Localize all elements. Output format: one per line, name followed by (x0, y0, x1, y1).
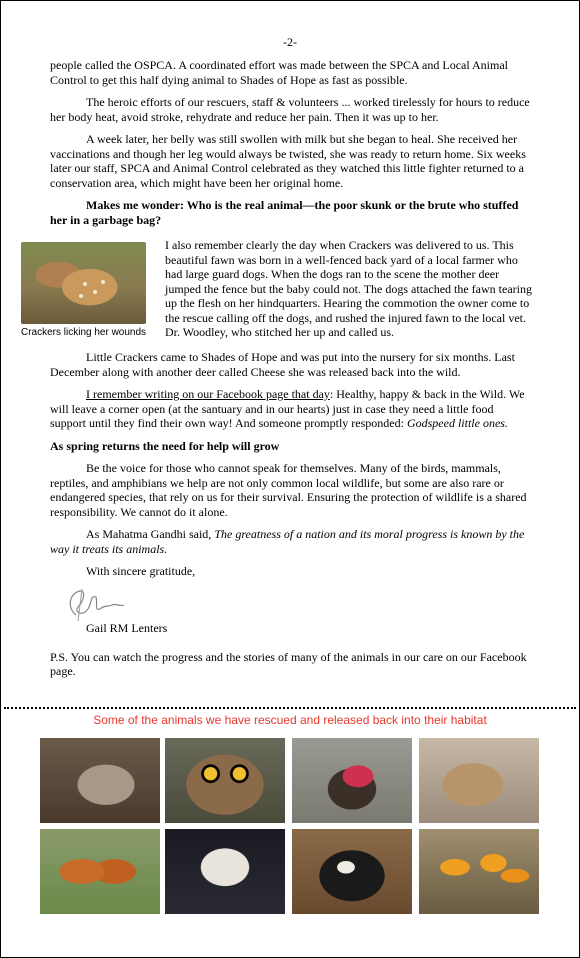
baby-birds-photo (419, 829, 539, 914)
closing: With sincere gratitude, (86, 564, 196, 578)
paragraph-ospca: people called the OSPCA. A coordinated effort was made between the SPCA and Local Animal Control to get this half dying animal to Shades of Hope as fast as possible. (50, 58, 509, 87)
paragraph-facebook (50, 387, 530, 431)
photo-caption: Crackers licking her wounds (21, 327, 147, 338)
body-text-top (50, 58, 530, 235)
paragraph-voice: Be the voice for those who cannot speak for themselves. Many of the birds, mammals, reptiles, and amphibians we help are not only common local wildlife, but some are also rare or endangered species, that rely on us for their survival. Ensuring the protection of wildlife is a shared responsibility. We cannot do it alone. (50, 461, 527, 519)
paragraph-gandhi (50, 527, 530, 556)
squirrel-photo (419, 738, 539, 823)
dotted-divider (4, 707, 576, 709)
gallery-title: Some of the animals we have rescued and released back into their habitat (93, 713, 487, 727)
paragraph-week-later: A week later, her belly was still swollen with milk but she began to heal. She received her vaccinations and though her leg would always be twisted, she was ready to return home. Six weeks later our staff, SPCA and Animal Control celebrated as they watched this little fighter returned to a conservation area, which might have been her original home. (50, 132, 526, 190)
opossum-photo (165, 829, 285, 914)
page-number: -2- (283, 35, 297, 49)
gandhi-quote: The greatness of a nation and its moral progress is known by the way it treats its animals. (50, 527, 525, 556)
paragraph-cheese: Little Crackers came to Shades of Hope and was put into the nursery for six months. Last December along with another deer called Cheese she was released back into the wild. (50, 350, 515, 379)
gandhi-lead: As Mahatma Gandhi said, (86, 527, 215, 541)
signer-name: Gail RM Lenters (86, 621, 168, 635)
crackers-paragraph: I also remember clearly the day when Crackers was delivered to us. This beautiful fawn was born in a well-fenced back yard of a local farmer who had large guard dogs. When the dogs ran to the scene the mother deer jumped the fence but the baby could not. The dogs attached the fawn tearing up the flesh on her hindquarters. Hearing the commotion the owner come to the rescue calling off the dogs, and rushed the injured fawn to the local vet. Dr. Woodley, who stitched her up and called us. (165, 238, 532, 339)
body-text-end (50, 621, 530, 687)
facebook-italic: Godspeed little ones. (406, 416, 508, 430)
body-text-bottom (50, 350, 530, 587)
paragraph-heroic: The heroic efforts of our rescuers, staff & volunteers ... worked tirelessly for hours to reduce her body heat, avoid stroke, rehydrate and reduce her pain. Then it was up to her. (50, 95, 530, 124)
skunk-photo (292, 829, 412, 914)
goose-photo (292, 738, 412, 823)
crackers-photo (21, 242, 146, 324)
postscript: P.S. You can watch the progress and the stories of many of the animals in our care on our Facebook page. (50, 649, 527, 678)
signature-image (62, 585, 134, 625)
owl-photo (165, 738, 285, 823)
paragraph-wonder: Makes me wonder: Who is the real animal—the poor skunk or the brute who stuffed her in a garbage bag? (50, 198, 519, 227)
facebook-rest: : Healthy, happy & back in the Wild. We will leave a corner open (at the santuary and in our hearts) just in case they need a little food support until they find their own way! And someone promptly responded: (50, 387, 525, 430)
rabbit-photo (40, 738, 160, 823)
spring-heading: As spring returns the need for help will grow (50, 438, 280, 453)
facebook-underlined: I remember writing on our Facebook page that day (86, 387, 330, 401)
fox-kits-photo (40, 829, 160, 914)
